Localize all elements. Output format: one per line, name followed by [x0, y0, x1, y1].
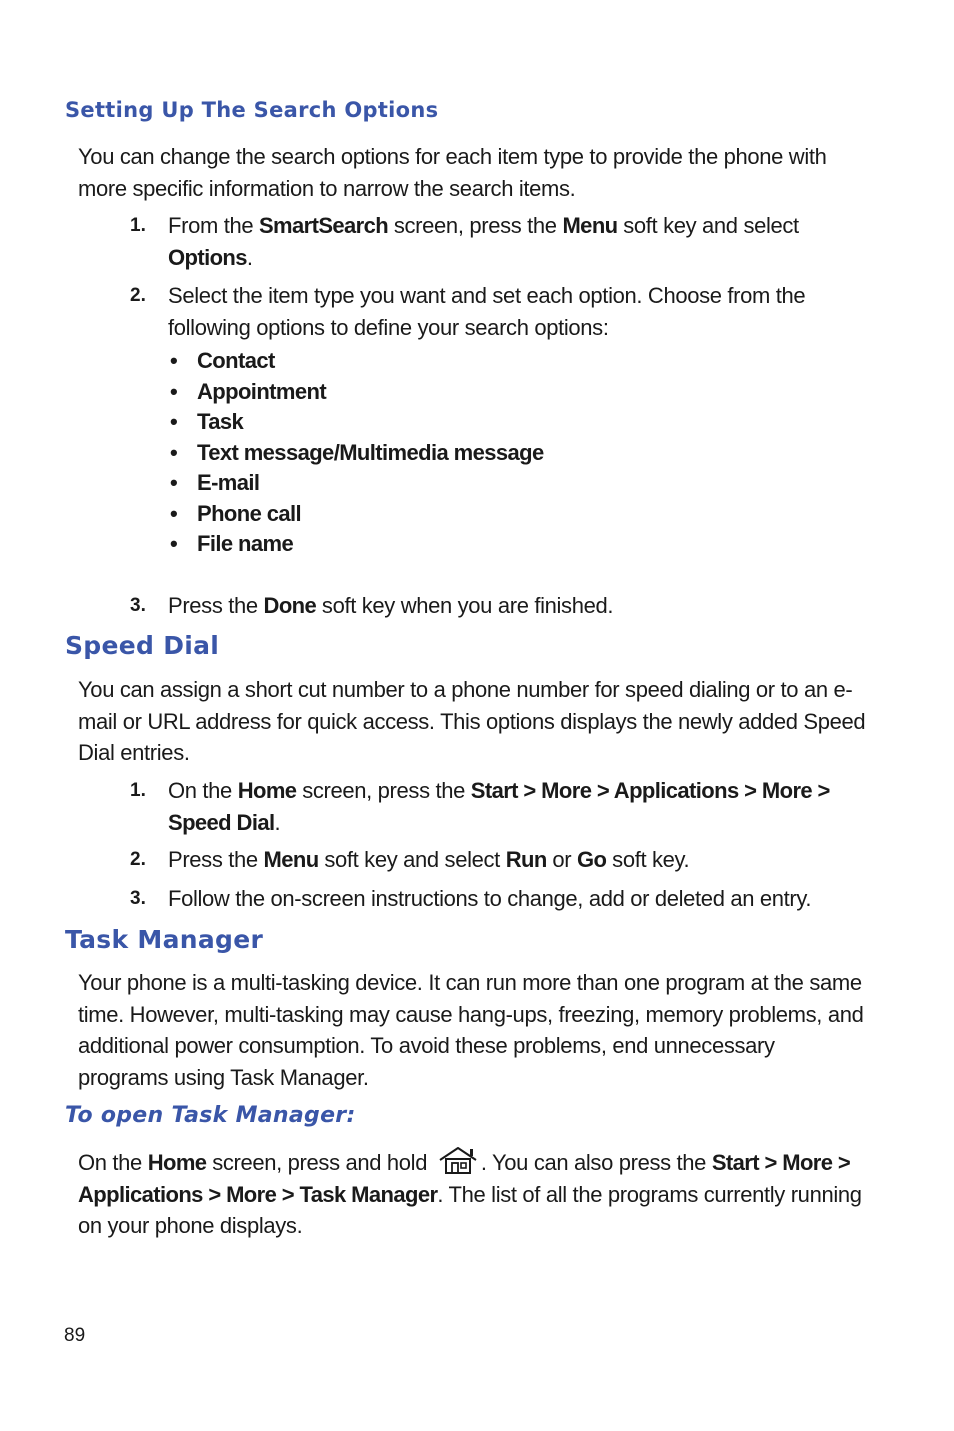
bold-run: Run	[505, 847, 547, 872]
step-text: Press the Done soft key when you are finished.	[168, 593, 614, 618]
bold-home: Home	[237, 778, 297, 803]
bold-smartsearch: SmartSearch	[258, 213, 389, 238]
speed-dial-intro: You can assign a short cut number to a phone number for speed dialing or to an e-mail or URL address for quick access. This options displays the newly added Speed Dial entries.	[78, 677, 866, 765]
list-item: • E-mail	[170, 468, 544, 499]
bold-go: Go	[577, 847, 607, 872]
step-text: From the SmartSearch screen, press the Menu soft key and select Options.	[168, 213, 799, 270]
bold-menu: Menu	[562, 213, 618, 238]
heading-open-task-manager: To open Task Manager:	[65, 1103, 356, 1128]
search-options-intro: You can change the search options for each item type to provide the phone with more specific information to narrow the search items.	[78, 144, 827, 201]
bold-home: Home	[147, 1150, 207, 1175]
step-number: 1.	[130, 780, 146, 801]
list-item: • Contact	[170, 346, 544, 377]
list-item: • Text message/Multimedia message	[170, 438, 544, 469]
step-text: Press the Menu soft key and select Run or Go soft key.	[168, 847, 690, 872]
bullet-icon: •	[170, 531, 178, 556]
bold-task-manager-path: Start > More > Applications > More > Task Manager	[78, 1150, 851, 1207]
heading-setting-up-search-options: Setting Up The Search Options	[65, 98, 439, 122]
step-number: 3.	[130, 888, 146, 909]
heading-task-manager: Task Manager	[65, 925, 264, 954]
step-text: Select the item type you want and set each option. Choose from the following options to define your search options:	[168, 283, 806, 340]
step-number: 3.	[130, 595, 146, 616]
bold-done: Done	[263, 593, 317, 618]
list-item: • File name	[170, 529, 544, 560]
home-icon	[437, 1146, 479, 1176]
bullet-icon: •	[170, 348, 178, 373]
list-item: • Task	[170, 407, 544, 438]
bold-menu-path: Start > More > Applications > More > Speed Dial	[168, 778, 830, 835]
bold-menu: Menu	[263, 847, 319, 872]
bullet-icon: •	[170, 439, 178, 465]
step-number: 2.	[130, 285, 146, 306]
bullet-icon: •	[170, 409, 178, 434]
bullet-icon: •	[170, 378, 178, 404]
page-number: 89	[64, 1325, 86, 1346]
list-item: • Appointment	[170, 377, 544, 408]
step-number: 1.	[130, 215, 146, 236]
open-task-manager-text: On the Home screen, press and hold . You can also press the Start > More > Applications > More > Task Manager. The list of all the programs currently running on your phone displays.	[78, 1146, 868, 1242]
step-text: On the Home screen, press the Start > More > Applications > More > Speed Dial.	[168, 778, 830, 835]
search-option-list	[170, 346, 544, 560]
list-item: • Phone call	[170, 499, 544, 530]
step-number: 2.	[130, 849, 146, 870]
bold-options: Options	[168, 244, 247, 270]
bullet-icon: •	[170, 500, 178, 526]
heading-speed-dial: Speed Dial	[65, 631, 220, 660]
task-manager-intro: Your phone is a multi-tasking device. It can run more than one program at the same time. However, multi-tasking may cause hang-ups, freezing, memory problems, and additional power consumption. To avoid these problems, end unnecessary programs using Task Manager.	[78, 970, 864, 1090]
bullet-icon: •	[170, 470, 178, 495]
step-text: Follow the on-screen instructions to change, add or deleted an entry.	[168, 886, 812, 911]
